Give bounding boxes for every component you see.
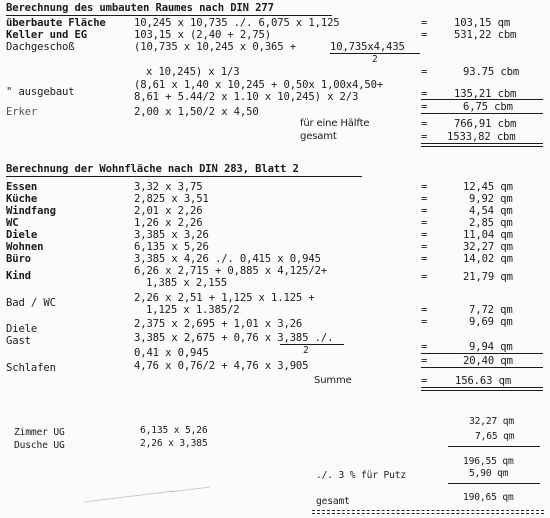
row-equals: = bbox=[421, 316, 428, 328]
row-result: 9,94 qm bbox=[469, 341, 513, 353]
total-double-underline bbox=[421, 143, 543, 144]
row-result: 93.75 cbm bbox=[463, 66, 520, 78]
result-underline bbox=[421, 367, 543, 368]
row-formula: 2,01 x 2,26 bbox=[134, 205, 203, 217]
row-label: Diele bbox=[6, 323, 38, 335]
row-formula: Summe bbox=[314, 375, 352, 386]
row-result: 6,75 cbm bbox=[463, 101, 513, 113]
row-formula: 2,00 x 1,50/2 x 4,50 bbox=[134, 106, 259, 118]
row-result: 9,69 qm bbox=[469, 316, 513, 328]
subtotal-value: 196,55 qm bbox=[463, 456, 514, 467]
row-result: 7,65 qm bbox=[475, 431, 515, 442]
row-equals: = bbox=[421, 271, 428, 283]
deduction-label: ./. 3 % für Putz bbox=[316, 470, 407, 481]
row-formula: 6,135 x 5,26 bbox=[140, 425, 208, 436]
total-double-underline bbox=[421, 387, 543, 388]
row-equals: = bbox=[421, 66, 428, 78]
row-result: 32,27 qm bbox=[469, 416, 515, 427]
row-formula: 6,135 x 5,26 bbox=[134, 241, 209, 253]
row-formula-fraction-numerator: 10,735x4,435 bbox=[330, 41, 405, 53]
result-underline bbox=[421, 353, 543, 354]
row-equals: = bbox=[421, 101, 428, 113]
row-formula: 2,375 x 2,695 + 1,01 x 3,26 bbox=[134, 318, 303, 330]
row-equals: = bbox=[421, 193, 428, 205]
row-formula: x 10,245) x 1/3 bbox=[146, 66, 240, 78]
row-result: 2,85 qm bbox=[469, 217, 513, 229]
row-result: 531,22 cbm bbox=[454, 29, 517, 41]
row-result: 11,04 qm bbox=[463, 229, 513, 241]
row-label: Bad / WC bbox=[6, 297, 56, 309]
row-equals: = bbox=[421, 375, 428, 387]
row-formula: 3,32 x 3,75 bbox=[134, 181, 203, 193]
row-equals: = bbox=[421, 29, 428, 41]
row-result: 1533,82 cbm bbox=[447, 131, 516, 143]
row-formula: 3,385 x 3,26 bbox=[134, 229, 209, 241]
row-result: 766,91 cbm bbox=[454, 118, 517, 130]
row-label: Schlafen bbox=[6, 362, 56, 374]
scan-smudge bbox=[170, 487, 210, 493]
result-underline bbox=[448, 483, 540, 484]
row-result: 135,21 cbm bbox=[454, 88, 517, 100]
row-label: Essen bbox=[6, 181, 38, 193]
row-equals: = bbox=[421, 229, 428, 241]
row-equals: = bbox=[421, 205, 428, 217]
row-label: Dusche UG bbox=[14, 440, 65, 451]
row-equals: = bbox=[421, 88, 428, 100]
row-equals: = bbox=[421, 304, 428, 316]
row-equals: = bbox=[421, 181, 428, 193]
row-equals: = bbox=[421, 241, 428, 253]
row-label: überbaute Fläche bbox=[6, 17, 106, 29]
row-result: 7,72 qm bbox=[469, 304, 513, 316]
row-equals: = bbox=[421, 355, 428, 367]
row-result: 156.63 qm bbox=[455, 375, 512, 387]
row-result: 21,79 qm bbox=[463, 271, 513, 283]
row-label: Wohnen bbox=[6, 241, 44, 253]
row-formula: 2,26 x 3,385 bbox=[140, 438, 208, 449]
total-dashed-double-underline bbox=[312, 510, 544, 511]
scan-smudge bbox=[84, 491, 173, 503]
row-label: Diele bbox=[6, 229, 38, 241]
row-label: " ausgebaut bbox=[6, 86, 75, 98]
row-result: 20,40 qm bbox=[463, 355, 513, 367]
row-formula: 1,125 x 1.385/2 bbox=[146, 304, 240, 316]
fraction-bar bbox=[280, 344, 344, 345]
row-formula: 103,15 x (2,40 + 2,75) bbox=[134, 29, 272, 41]
total-value: 190,65 qm bbox=[463, 492, 514, 503]
row-result: 4,54 qm bbox=[469, 205, 513, 217]
row-formula: für eine Hälfte bbox=[300, 118, 370, 129]
section1-title-underline bbox=[6, 15, 332, 16]
row-label: Dachgeschoß bbox=[6, 41, 75, 53]
row-equals: = bbox=[421, 341, 428, 353]
row-equals: = bbox=[421, 118, 428, 130]
section1-title: Berechnung des umbauten Raumes nach DIN 277 bbox=[6, 2, 274, 14]
row-label: Erker bbox=[6, 106, 38, 118]
row-label: Büro bbox=[6, 253, 31, 265]
row-formula: 3,385 x 4,26 ./. 0,415 x 0,945 bbox=[134, 253, 321, 265]
row-formula: (10,735 x 10,245 x 0,365 + bbox=[134, 41, 296, 53]
row-equals: = bbox=[421, 131, 428, 143]
deduction-value: 5,90 qm bbox=[469, 468, 509, 479]
row-label: Kind bbox=[6, 270, 31, 282]
row-formula: 10,245 x 10,735 ./. 6,075 x 1,125 bbox=[134, 17, 340, 29]
result-underline bbox=[421, 113, 543, 114]
row-formula: 2,825 x 3,51 bbox=[134, 193, 209, 205]
row-result: 12,45 qm bbox=[463, 181, 513, 193]
row-result: 14,02 qm bbox=[463, 253, 513, 265]
row-label: Windfang bbox=[6, 205, 56, 217]
row-formula: 0,41 x 0,945 bbox=[134, 347, 209, 359]
row-result: 103,15 qm bbox=[454, 17, 511, 29]
row-equals: = bbox=[421, 217, 428, 229]
row-formula: 8,61 + 5.44/2 x 1.10 x 10,245) x 2/3 bbox=[134, 91, 359, 103]
total-dashed-double-underline bbox=[312, 513, 544, 514]
total-double-underline bbox=[421, 146, 543, 147]
row-label: Gast bbox=[6, 335, 31, 347]
row-label: Küche bbox=[6, 193, 38, 205]
row-label: WC bbox=[6, 217, 19, 229]
row-formula-fraction-denominator: 2 bbox=[303, 345, 309, 356]
row-formula: 3,385 x 2,675 + 0,76 x 3,385 ./. bbox=[134, 332, 334, 344]
row-formula: 4,76 x 0,76/2 + 4,76 x 3,905 bbox=[134, 360, 309, 372]
row-label: Zimmer UG bbox=[14, 427, 65, 438]
section2-title: Berechnung der Wohnfläche nach DIN 283, Blatt 2 bbox=[6, 163, 299, 175]
row-equals: = bbox=[421, 17, 428, 29]
row-formula: 6,26 x 2,715 + 0,885 x 4,125/2+ bbox=[134, 265, 328, 277]
row-formula: 2,26 x 2,51 + 1,125 x 1.125 + bbox=[134, 292, 315, 304]
result-underline bbox=[448, 446, 540, 447]
total-double-underline bbox=[421, 390, 543, 391]
row-label: Keller und EG bbox=[6, 29, 87, 41]
row-equals: = bbox=[421, 253, 428, 265]
row-result: 32,27 qm bbox=[463, 241, 513, 253]
row-formula: gesamt bbox=[300, 131, 337, 142]
row-formula: 1,26 x 2,26 bbox=[134, 217, 203, 229]
row-formula: (8,61 x 1,40 x 10,245 + 0,50x 1,00x4,50+ bbox=[134, 79, 384, 91]
row-formula: 1,385 x 2,155 bbox=[146, 277, 227, 289]
row-result: 9,92 qm bbox=[469, 193, 513, 205]
total-label: gesamt bbox=[316, 496, 350, 507]
section2-title-underline bbox=[6, 176, 362, 177]
result-underline bbox=[421, 99, 543, 100]
row-formula-fraction-denominator: 2 bbox=[372, 54, 378, 65]
